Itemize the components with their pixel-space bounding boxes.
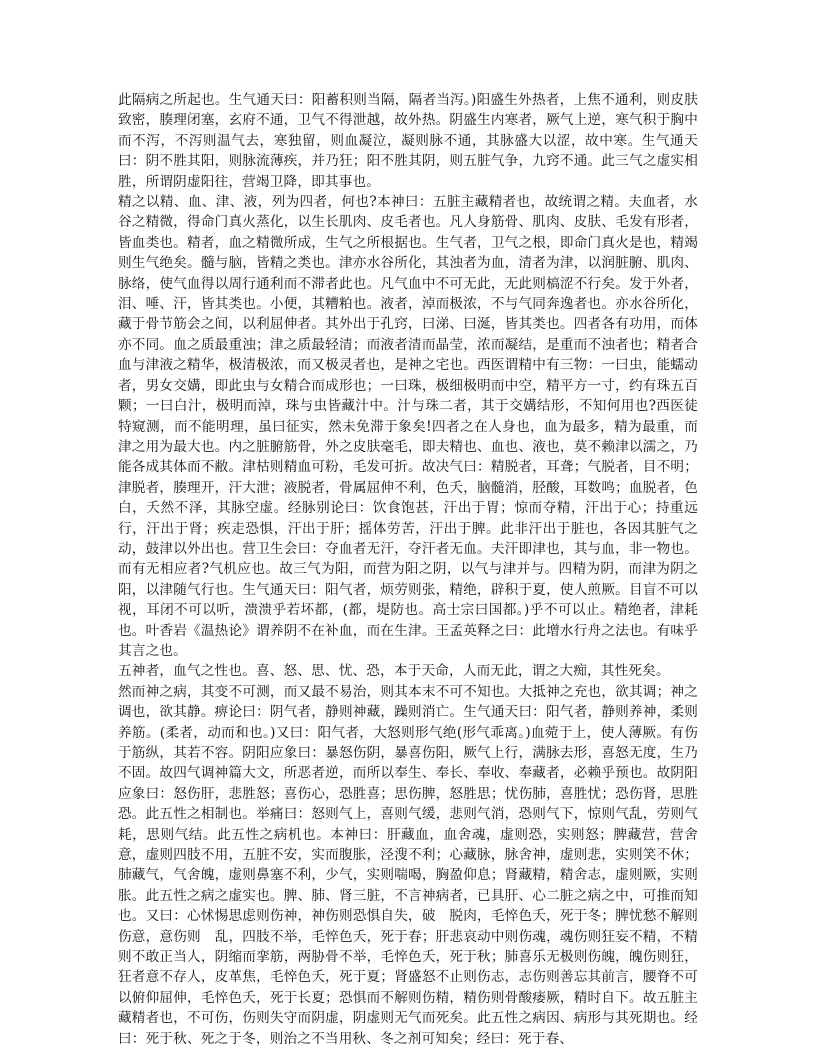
paragraph-shen-bing: 然而神之病，其变不可测，而又最不易治，则其本末不可不知也。大抵神之充也，欲其调；神之调也，欲其静。痹论曰：阴气者，静则神藏，躁则消亡。生气通天曰：阳气者，静则养神，柔则养筋。(柔者，动而和也。)又曰：阳气者，大怒则形气绝(形气乖离。)血菀于上，使人薄厥。有伤于筋纵，其若不容。阴阳应象曰：暴怒伤阴，暴喜伤阳，厥气上行，满脉去形，喜怒无度，生乃不固。故四气调神篇大文，所恶者逆，而所以奉生、奉长、奉收、奉藏者，必赖乎预也。故阴阳应象曰：怒伤肝，悲胜怒；喜伤心，恐胜喜；思伤脾，怒胜思；忧伤肺，喜胜忧；恐伤肾，思胜恐。此五性之相制也。举痛曰：怒则气上，喜则气缓，悲则气消，恐则气下，惊则气乱，劳则气耗，思则气结。此五性之病机也。本神曰：肝藏血，血舍魂，虚则恐，实则怒；脾藏营，营舍意，虚则四肢不用，五脏不安，实而腹胀，泾溲不利；心藏脉，脉舍神，虚则悲，实则笑不休；肺藏气，气舍魄，虚则鼻塞不利，少气，实则喘喝，胸盈仰息；肾藏精，精舍志，虚则厥，实则胀。此五性之病之虚实也。脾、肺、肾三脏，不言神病者，已具肝、心二脏之病之中，可推而知也。又曰：心怵惕思虑则伤神，神伤则恐惧自失，破 脱肉，毛悴色夭，死于冬；脾忧愁不解则伤意，意伤则 乱，四肢不举，毛悴色夭，死于春；肝悲哀动中则伤魂，魂伤则狂妄不精，不精则不敢正当人，阴缩而挛筋，两胁骨不举，毛悴色夭，死于秋；肺喜乐无极则伤魄，魄伤则狂，狂者意不存人，皮革焦，毛悴色夭，死于夏；肾盛怒不止则伤志，志伤则善忘其前言，腰脊不可以俯仰屈伸，毛悴色夭，死于长夏；恐惧而不解则伤精，精伤则骨酸痿厥，精时自下。故五脏主藏精者也，不可伤，伤则失守而阴虚，阴虚则无气而死矣。此五性之病因、病形与其死期也。经曰：死于秋、死之于冬，则治之不当用秋、冬之剂可知矣；经曰：死于春、	[118, 683, 698, 1047]
paragraph-sanqi: 此隔病之所起也。生气通天曰：阳蓄积则当隔，隔者当泻。)阳盛生外热者，上焦不通利，则皮肤致密，腠理闭塞，玄府不通，卫气不得泄越，故外热。阴盛生内寒者，厥气上逆，寒气积于胸中而不泻，不泻则温气去，寒独留，则血凝泣，凝则脉不通，其脉盛大以涩，故中寒。生气通天曰：阴不胜其阳，则脉流薄疾，并乃狂；阳不胜其阴，则五脏气争，九窍不通。此三气之虚实相胜，所谓阴虚阳往，营竭卫降，即其事也。	[118, 92, 698, 190]
document-page	[118, 90, 698, 1049]
paragraph-jing-xue-jin-ye: 精之以精、血、津、液，列为四者，何也?本神曰：五脏主藏精者也，故统谓之精。夫血者，水谷之精微，得命门真火蒸化，以生长肌肉、皮毛者也。凡人身筋骨、肌肉、皮肤、毛发有形者，皆血类也。精者，血之精微所成，生气之所根据也。生气者，卫气之根，即命门真火是也，精竭则生气绝矣。髓与脑，皆精之类也。津亦水谷所化，其浊者为血，清者为津，以润脏腑、肌肉、脉络，使气血得以周行通利而不滞者此也。凡气血中不可无此，无此则槁涩不行矣。发于外者，泪、唾、汗，皆其类也。小便，其糟粕也。液者，淖而极浓，不与气同奔逸者也。亦水谷所化，藏于骨节筋会之间，以利屈伸者。其外出于孔窍，曰涕、曰涎，皆其类也。四者各有功用，而体亦不同。血之质最重浊；津之质最轻清；而液者清而晶莹，浓而凝结，是重而不浊者也；精者合血与津液之精华，极清极浓，而又极灵者也，是神之宅也。西医谓精中有三物：一曰虫，能蠕动者，男女交媾，即此虫与女精合而成形也；一曰珠，极细极明而中空，精平方一寸，约有珠五百颗；一曰白汁，极明而淖，珠与虫皆藏汁中。汁与珠二者，其于交媾结形，不知何用也?西医徒特窥测，而不能明理，虽曰征实，然未免滞于象矣!四者之在人身也，血为最多，精为最重，而津之用为最大也。内之脏腑筋骨，外之皮肤毫毛，即夫精也、血也、液也，莫不赖津以濡之，乃能各成其体而不敝。津枯则精血可粉，毛发可折。故决气曰：精脱者，耳聋；气脱者，目不明；津脱者，腠理开，汗大泄；液脱者，骨属屈伸不利，色夭，脑髓消，胫酸，耳数鸣；血脱者，色白，夭然不泽，其脉空虚。经脉别论曰：饮食饱甚，汗出于胃；惊而夺精，汗出于心；持重远行，汗出于肾；疾走恐惧，汗出于肝；摇体劳苦，汗出于脾。此非汗出于脏也，各因其脏气之动，鼓津以外出也。营卫生会曰：夺血者无汗，夺汗者无血。夫汗即津也，其与血，非一物也。而有无相应者?气机应也。故三气为阳，而营为阳之阴，以气与津并与。四精为阴，而津为阴之阳，以津随气行也。生气通天曰：阳气者，烦劳则张，精绝，辟积于夏，使人煎厥。目盲不可以视，耳闭不可以听，溃溃乎若坏都，(都，堤防也。高士宗曰国都。)乎不可以止。精绝者，津耗也。叶香岩《温热论》谓养阴不在补血，而在生津。王孟英释之曰：此增水行舟之法也。有味乎其言之也。	[118, 194, 698, 659]
paragraph-wushen: 五神者，血气之性也。喜、怒、思、忧、恐，本于天命，人而无此，谓之大痴，其性死矣。	[118, 663, 670, 680]
